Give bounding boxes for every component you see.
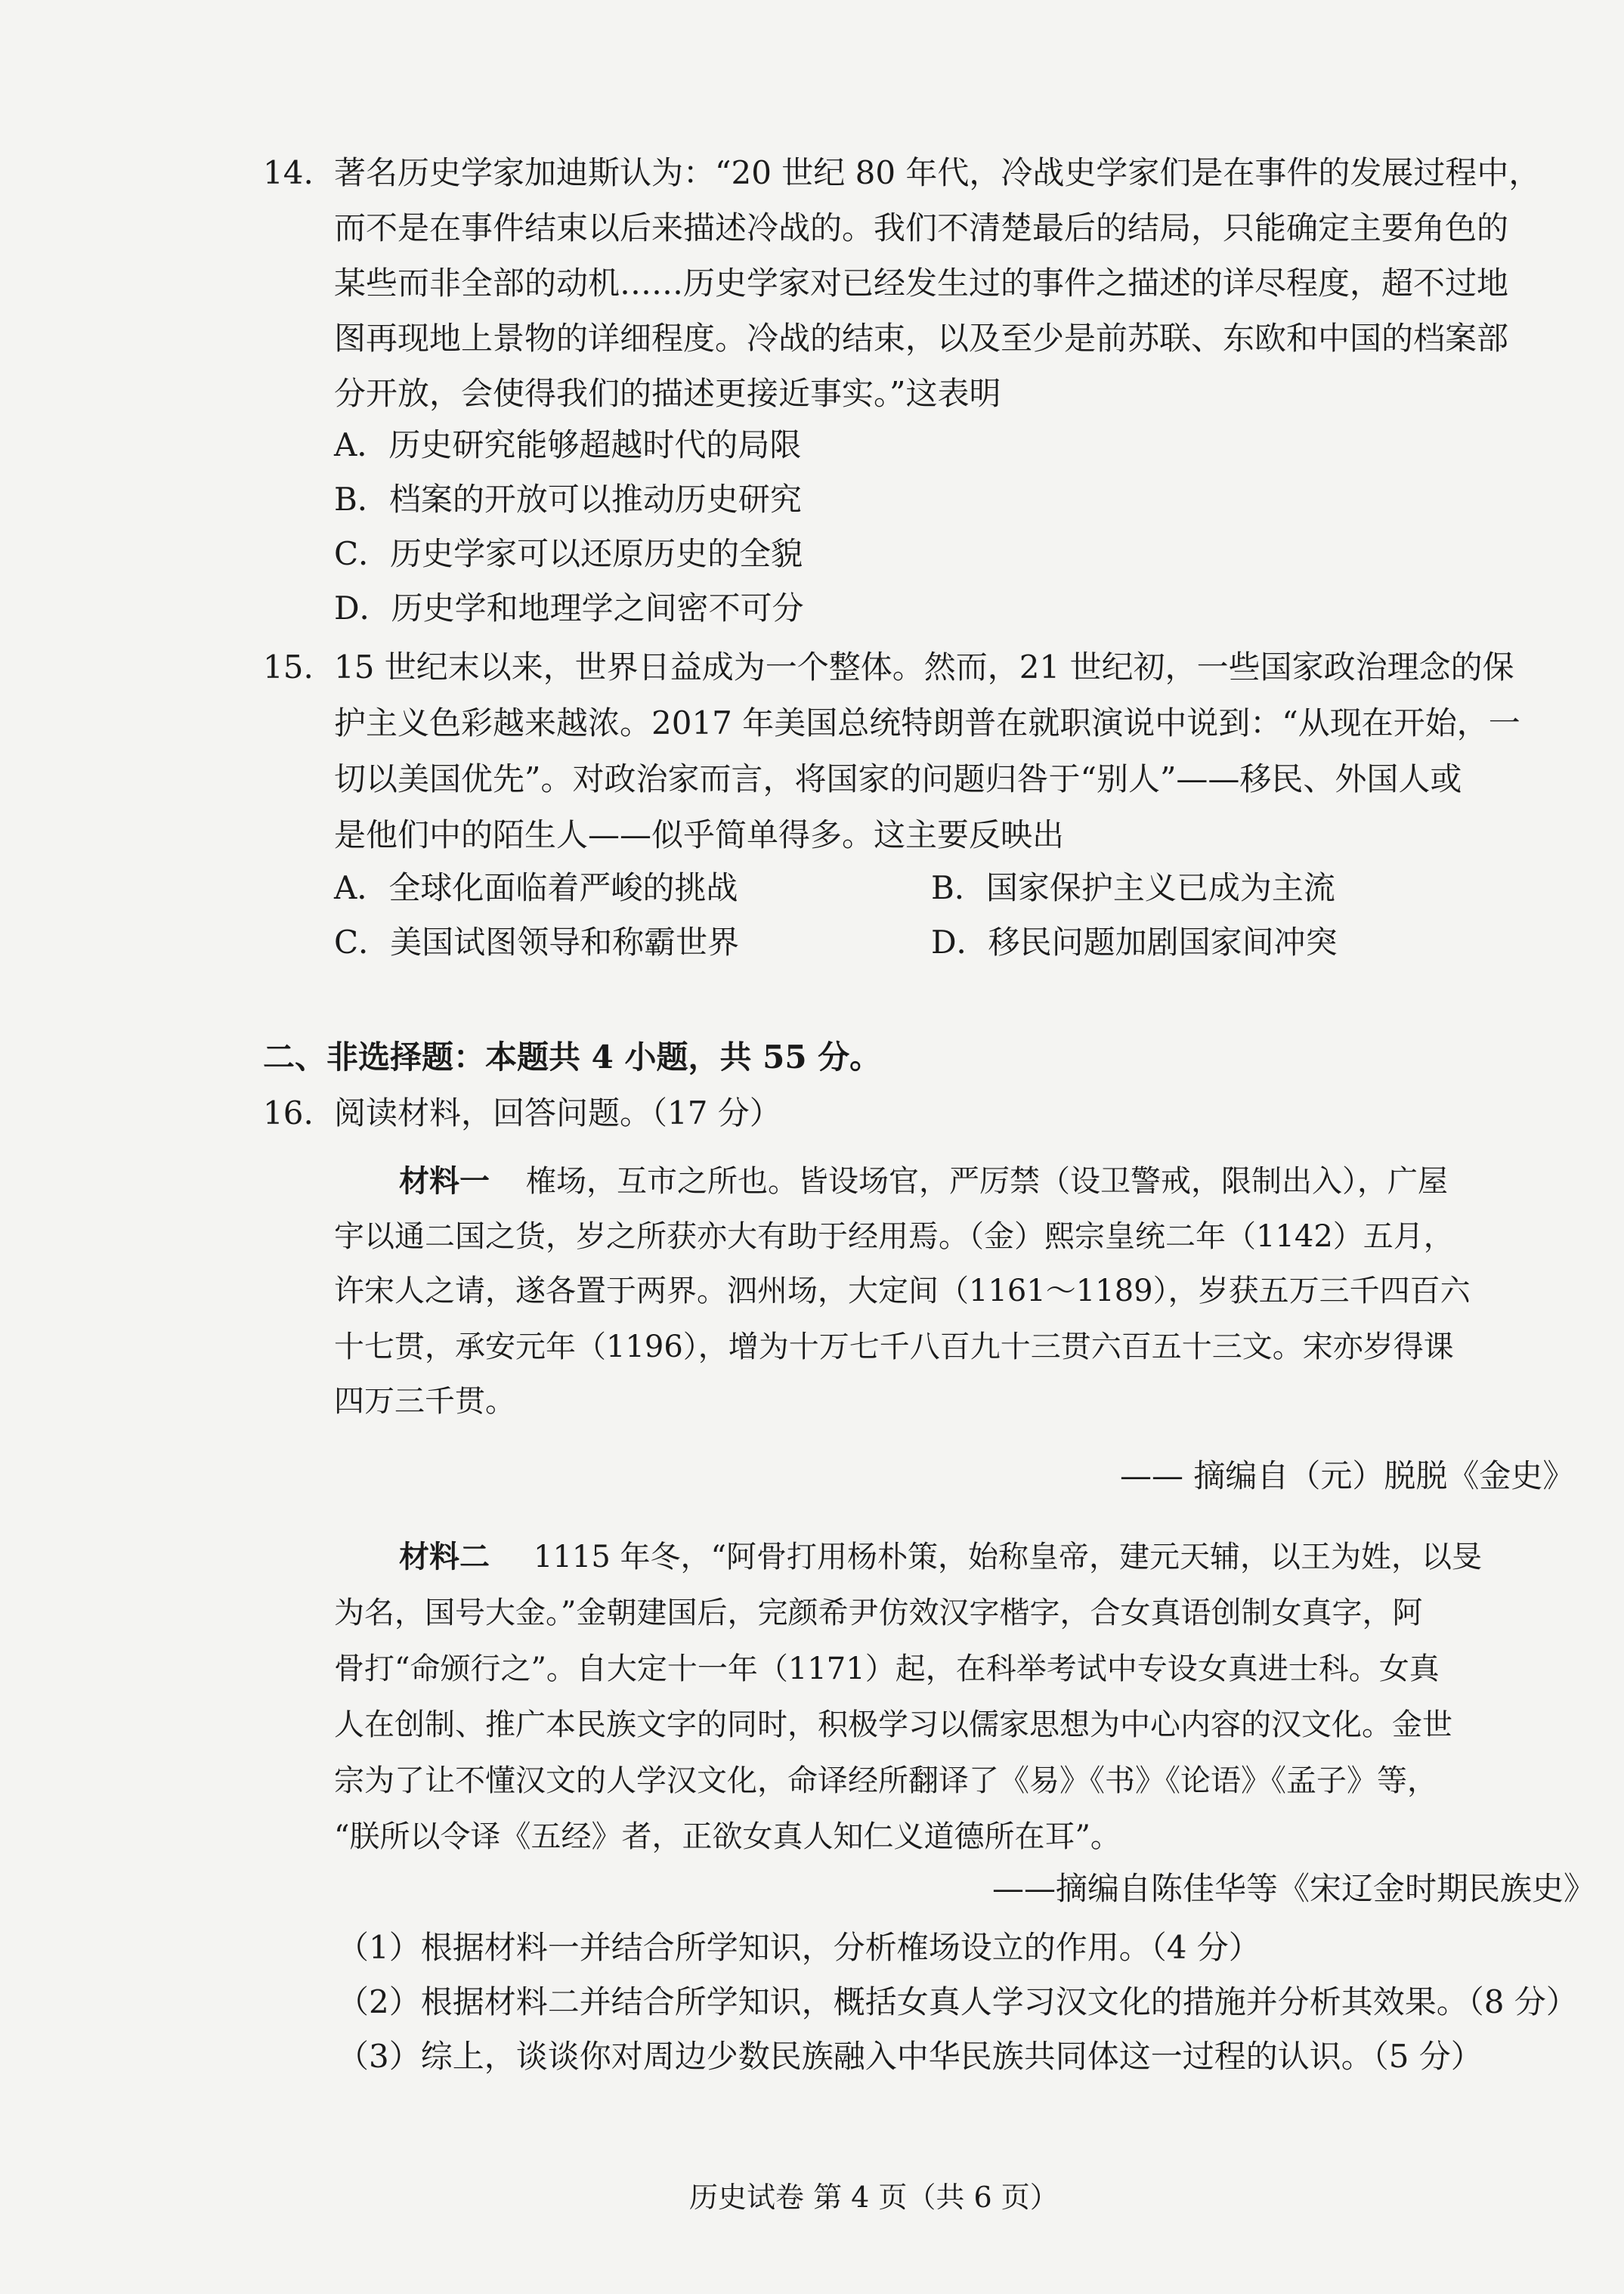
q16-sub-question-2: （2）根据材料二并结合所学知识，概括女真人学习汉文化的措施并分析其效果。（8 分） [337, 1983, 1578, 2020]
q15-number: 15. [263, 649, 314, 686]
q15-option-a: A．全球化面临着严峻的挑战 [334, 869, 738, 906]
material1-line: 宇以通二国之货，岁之所获亦大有助于经用焉。（金）熙宗皇统二年（1142）五月， [334, 1219, 1454, 1254]
q16-number: 16. [263, 1094, 314, 1132]
section-heading: 二、非选择题：本题共 4 小题，共 55 分。 [263, 1039, 882, 1076]
q15-stem-line: 切以美国优先”。对政治家而言，将国家的问题归咎于“别人”——移民、外国人或 [334, 760, 1462, 797]
q14-option-d: D．历史学和地理学之间密不可分 [334, 590, 804, 627]
material2-label: 材料二 [399, 1539, 490, 1574]
material2-source: ——摘编自陈佳华等《宋辽金时期民族史》 [992, 1870, 1596, 1907]
q14-stem-line: 某些而非全部的动机……历史学家对已经发生过的事件之描述的详尽程度，超不过地 [334, 265, 1509, 302]
material1-line: 四万三千贯。 [334, 1384, 515, 1419]
q14-number: 14. [263, 154, 314, 191]
material1-line: 榷场，互市之所也。皆设场官，严厉禁（设卫警戒，限制出入），广屋 [526, 1164, 1448, 1199]
q14-stem-line: 分开放，会使得我们的描述更接近事实。”这表明 [334, 375, 1001, 412]
material2-line: 为名，国号大金。”金朝建国后，完颜希尹仿效汉字楷字，合女真语创制女真字，阿 [334, 1596, 1423, 1630]
q14-stem-line: 著名历史学家加迪斯认为：“20 世纪 80 年代，冷战史学家们是在事件的发展过程中， [334, 154, 1541, 191]
q16-intro: 阅读材料，回答问题。（17 分） [334, 1094, 781, 1132]
q15-stem-line: 是他们中的陌生人——似乎简单得多。这主要反映出 [334, 816, 1065, 853]
q14-option-a: A．历史研究能够超越时代的局限 [334, 426, 802, 463]
q15-stem-line: 15 世纪末以来，世界日益成为一个整体。然而，21 世纪初，一些国家政治理念的保 [334, 649, 1514, 686]
material2-line: 宗为了让不懂汉文的人学汉文化，命译经所翻译了《易》《书》《论语》《孟子》等， [334, 1763, 1437, 1798]
q14-option-c: C．历史学家可以还原历史的全貌 [334, 535, 803, 572]
q15-option-b: B．国家保护主义已成为主流 [931, 869, 1335, 906]
material2-line: 1115 年冬，“阿骨打用杨朴策，始称皇帝，建元天辅，以王为姓，以旻 [534, 1540, 1482, 1574]
q14-stem-line: 图再现地上景物的详细程度。冷战的结束，以及至少是前苏联、东欧和中国的档案部 [334, 320, 1509, 357]
material1-label: 材料一 [399, 1163, 490, 1199]
q16-sub-question-3: （3）综上，谈谈你对周边少数民族融入中华民族共同体这一过程的认识。（5 分） [337, 2038, 1483, 2075]
material1-line: 许宋人之请，遂各置于两界。泗州场，大定间（1161～1189），岁获五万三千四百六 [334, 1274, 1471, 1308]
q16-sub-question-1: （1）根据材料一并结合所学知识，分析榷场设立的作用。（4 分） [337, 1929, 1261, 1966]
material1-line: 十七贯，承安元年（1196），增为十万七千八百九十三贯六百五十三文。宋亦岁得课 [334, 1330, 1454, 1364]
material2-line: “朕所以令译《五经》者，正欲女真人知仁义道德所在耳”。 [334, 1819, 1121, 1854]
q14-option-b: B．档案的开放可以推动历史研究 [334, 481, 802, 518]
material2-line: 骨打“命颁行之”。自大定十一年（1171）起，在科举考试中专设女真进士科。女真 [334, 1652, 1440, 1686]
q15-option-d: D．移民问题加剧国家间冲突 [931, 924, 1338, 961]
page-footer: 历史试卷 第 4 页（共 6 页） [689, 2181, 1059, 2214]
material2-line: 人在创制、推广本民族文字的同时，积极学习以儒家思想为中心内容的汉文化。金世 [334, 1707, 1452, 1742]
material1-source: —— 摘编自（元）脱脱《金史》 [1120, 1457, 1575, 1494]
q15-stem-line: 护主义色彩越来越浓。2017 年美国总统特朗普在就职演说中说到：“从现在开始，一 [334, 704, 1520, 741]
q14-stem-line: 而不是在事件结束以后来描述冷战的。我们不清楚最后的结局，只能确定主要角色的 [334, 209, 1509, 246]
q15-option-c: C．美国试图领导和称霸世界 [334, 924, 740, 961]
